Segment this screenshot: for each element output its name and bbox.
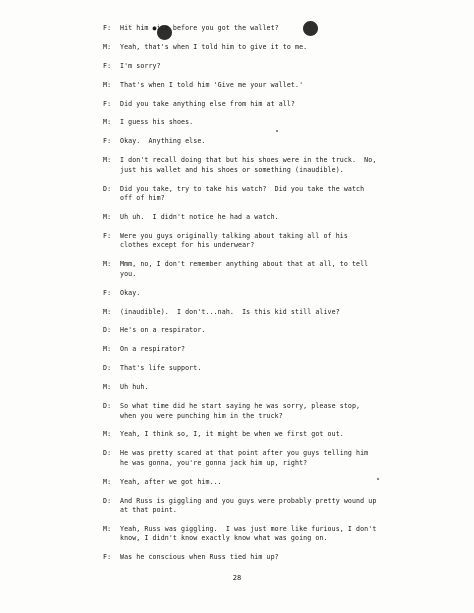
speaker-label: M:: [103, 307, 112, 316]
utterance-text: Yeah, Russ was giggling. I was just more like furious, I don't know, I didn't know exactly know what was going on.: [120, 524, 377, 543]
speaker-label: D:: [103, 326, 112, 335]
speaker-label: M:: [103, 156, 112, 165]
utterance-text: That's when I told him 'Give me your wallet.': [120, 80, 304, 89]
utterance-text: Did you take anything else from him at all?: [120, 99, 295, 108]
transcript-entry: [103, 364, 423, 374]
speaker-label: M:: [103, 524, 112, 533]
speaker-label: F:: [103, 61, 112, 70]
transcript-entry: [103, 326, 423, 336]
speaker-label: F:: [103, 553, 112, 562]
speaker-label: D:: [103, 364, 112, 373]
utterance-text: He's on a respirator.: [120, 326, 206, 335]
transcript-entry: [103, 156, 423, 175]
speaker-label: D:: [103, 184, 112, 193]
transcript-entry: [103, 383, 423, 393]
transcript-entry: [103, 497, 423, 516]
speaker-label: D:: [103, 402, 112, 411]
utterance-text: On a respirator?: [120, 345, 186, 354]
transcript-body: [103, 24, 423, 572]
page-number: 28: [232, 574, 242, 582]
speaker-label: M:: [103, 213, 112, 222]
utterance-text: Uh uh. I didn't notice he had a watch.: [120, 213, 279, 222]
utterance-text: Yeah, I think so, I, it might be when we first got out.: [120, 430, 344, 439]
speaker-label: M:: [103, 260, 112, 269]
speaker-label: F:: [103, 288, 112, 297]
transcript-entry: [103, 81, 423, 91]
speaker-label: M:: [103, 345, 112, 354]
speaker-label: F:: [103, 137, 112, 146]
utterance-text: Uh huh.: [120, 383, 149, 392]
transcript-entry: [103, 213, 423, 223]
speaker-label: M:: [103, 430, 112, 439]
utterance-text: Yeah, that's when I told him to give it to me.: [120, 42, 308, 51]
transcript-entry: [103, 525, 423, 544]
transcript-entry: [103, 402, 423, 421]
utterance-text: Okay. Anything else.: [120, 137, 206, 146]
utterance-text: Did you take, try to take his watch? Did you take the watch off of him?: [120, 184, 365, 203]
transcript-entry: [103, 43, 423, 53]
transcript-entry: [103, 478, 423, 488]
utterance-text: And Russ is giggling and you guys were probably pretty wound up at that point.: [120, 496, 377, 515]
speaker-label: F:: [103, 231, 112, 240]
speaker-label: D:: [103, 449, 112, 458]
speaker-label: M:: [103, 42, 112, 51]
transcript-entry: [103, 345, 423, 355]
utterance-text: So what time did he start saying he was sorry, please stop, when you were punching him in the truck?: [120, 402, 361, 420]
speaker-label: M:: [103, 477, 112, 486]
utterance-text: Okay.: [120, 288, 141, 297]
speaker-label: F:: [103, 99, 112, 108]
utterance-text: (inaudible). I don't...nah. Is this kid still alive?: [120, 307, 340, 316]
transcript-entry: [103, 308, 423, 318]
utterance-text: Yeah, after we got him...: [120, 477, 222, 486]
transcript-entry: [103, 185, 423, 204]
transcript-entry: [103, 289, 423, 299]
transcript-entry: [103, 430, 423, 440]
transcript-entry: [103, 260, 423, 279]
transcript-entry: [103, 24, 423, 34]
utterance-text: I don't recall doing that but his shoes were in the truck. No, just his wallet and his shoes or something (inaudible).: [120, 156, 377, 174]
utterance-text: Were you guys originally talking about taking all of his clothes except for his underwear?: [120, 231, 348, 250]
speaker-label: M:: [103, 80, 112, 89]
transcript-entry: [103, 137, 423, 147]
transcript-entry: [103, 100, 423, 110]
utterance-text: That's life support.: [120, 364, 202, 373]
utterance-text: I guess his shoes.: [120, 118, 194, 127]
transcript-entry: [103, 449, 423, 468]
speaker-label: M:: [103, 118, 112, 127]
utterance-text: Hit him ●ice before you got the wallet?: [120, 24, 279, 32]
speaker-label: D:: [103, 496, 112, 505]
transcript-entry: [103, 118, 423, 128]
speaker-label: F:: [103, 24, 112, 32]
utterance-text: Mmm, no, I don't remember anything about that at all, to tell you.: [120, 260, 369, 278]
transcript-entry: [103, 62, 423, 72]
speaker-label: M:: [103, 383, 112, 392]
utterance-text: Was he conscious when Russ tied him up?: [120, 553, 279, 562]
utterance-text: He was pretty scared at that point after you guys telling him he was gonna, you're gonna jack him up, right?: [120, 449, 369, 467]
utterance-text: I'm sorry?: [120, 61, 161, 70]
transcript-entry: [103, 232, 423, 251]
transcript-entry: [103, 553, 423, 563]
